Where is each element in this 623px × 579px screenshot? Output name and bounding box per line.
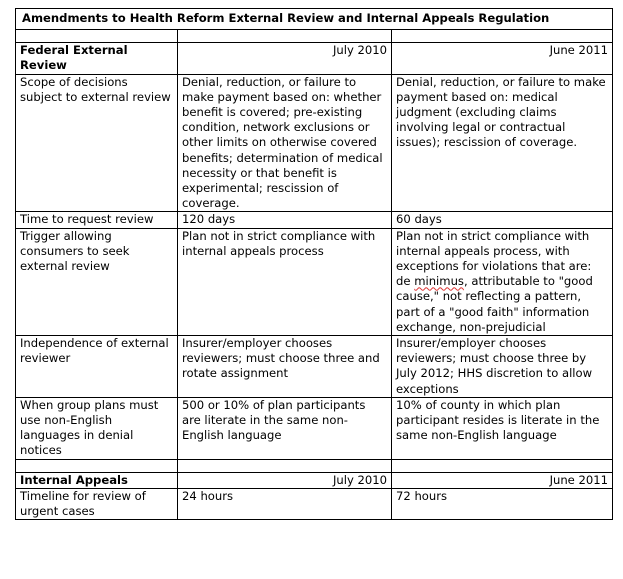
table-row: [16, 488, 613, 519]
column-header-june-2011: June 2011: [392, 43, 613, 74]
value-2011: Denial, reduction, or failure to make payment based on: medical judgment (excluding claims involving legal or contractual issues); rescission of coverage.: [392, 74, 613, 212]
regulation-document: [15, 8, 613, 520]
row-label: Scope of decisions subject to external review: [16, 74, 178, 212]
section-header-row: [16, 472, 613, 488]
value-2010: Insurer/employer chooses reviewers; must choose three and rotate assignment: [178, 336, 392, 398]
spacer-cell: [178, 459, 392, 472]
value-2010: Denial, reduction, or failure to make payment based on: whether benefit is covered; pre-existing condition, network exclusions or other limits on otherwise covered benefits; determination of medical necessity or that benefit is experimental; rescission of coverage.: [178, 74, 392, 212]
value-2011-text-end: , attributable to "good cause," not reflecting a pattern, part of a "good faith" information exchange, non-prejudicial: [396, 274, 593, 334]
column-header-july-2010: July 2010: [178, 472, 392, 488]
table-row: [16, 228, 613, 335]
spacer-row: [16, 30, 613, 43]
table-title: Amendments to Health Reform External Review and Internal Appeals Regulation: [16, 9, 613, 30]
table-row: [16, 74, 613, 212]
value-2011-text-start: Plan not in strict compliance with internal appeals process, with exceptions for violations that are: de: [396, 228, 592, 289]
row-label: Independence of external reviewer: [16, 336, 178, 398]
value-2011: 60 days: [392, 212, 613, 228]
value-2011: 72 hours: [392, 488, 613, 519]
section-heading-external-review: Federal External Review: [16, 43, 178, 74]
value-2010: 120 days: [178, 212, 392, 228]
table-row: [16, 212, 613, 228]
spacer-cell: [16, 459, 178, 472]
row-label: Time to request review: [16, 212, 178, 228]
value-2011: [392, 228, 613, 335]
amendments-table: [15, 8, 613, 520]
spacer-cell: [16, 30, 178, 43]
spellcheck-flagged-word: minimus: [414, 274, 464, 289]
row-label: Timeline for review of urgent cases: [16, 488, 178, 519]
value-2010: Plan not in strict compliance with internal appeals process: [178, 228, 392, 335]
table-row: [16, 336, 613, 398]
spacer-cell: [178, 30, 392, 43]
value-2010: 24 hours: [178, 488, 392, 519]
column-header-july-2010: July 2010: [178, 43, 392, 74]
column-header-june-2011: June 2011: [392, 472, 613, 488]
value-2011: 10% of county in which plan participant resides is literate in the same non-English language: [392, 397, 613, 459]
row-label: Trigger allowing consumers to seek external review: [16, 228, 178, 335]
spacer-cell: [392, 459, 613, 472]
title-row: [16, 9, 613, 30]
table-row: [16, 397, 613, 459]
spacer-row: [16, 459, 613, 472]
section-heading-internal-appeals: Internal Appeals: [16, 472, 178, 488]
spacer-cell: [392, 30, 613, 43]
row-label: When group plans must use non-English languages in denial notices: [16, 397, 178, 459]
value-2010: 500 or 10% of plan participants are literate in the same non-English language: [178, 397, 392, 459]
value-2011: Insurer/employer chooses reviewers; must choose three by July 2012; HHS discretion to allow exceptions: [392, 336, 613, 398]
section-header-row: [16, 43, 613, 74]
